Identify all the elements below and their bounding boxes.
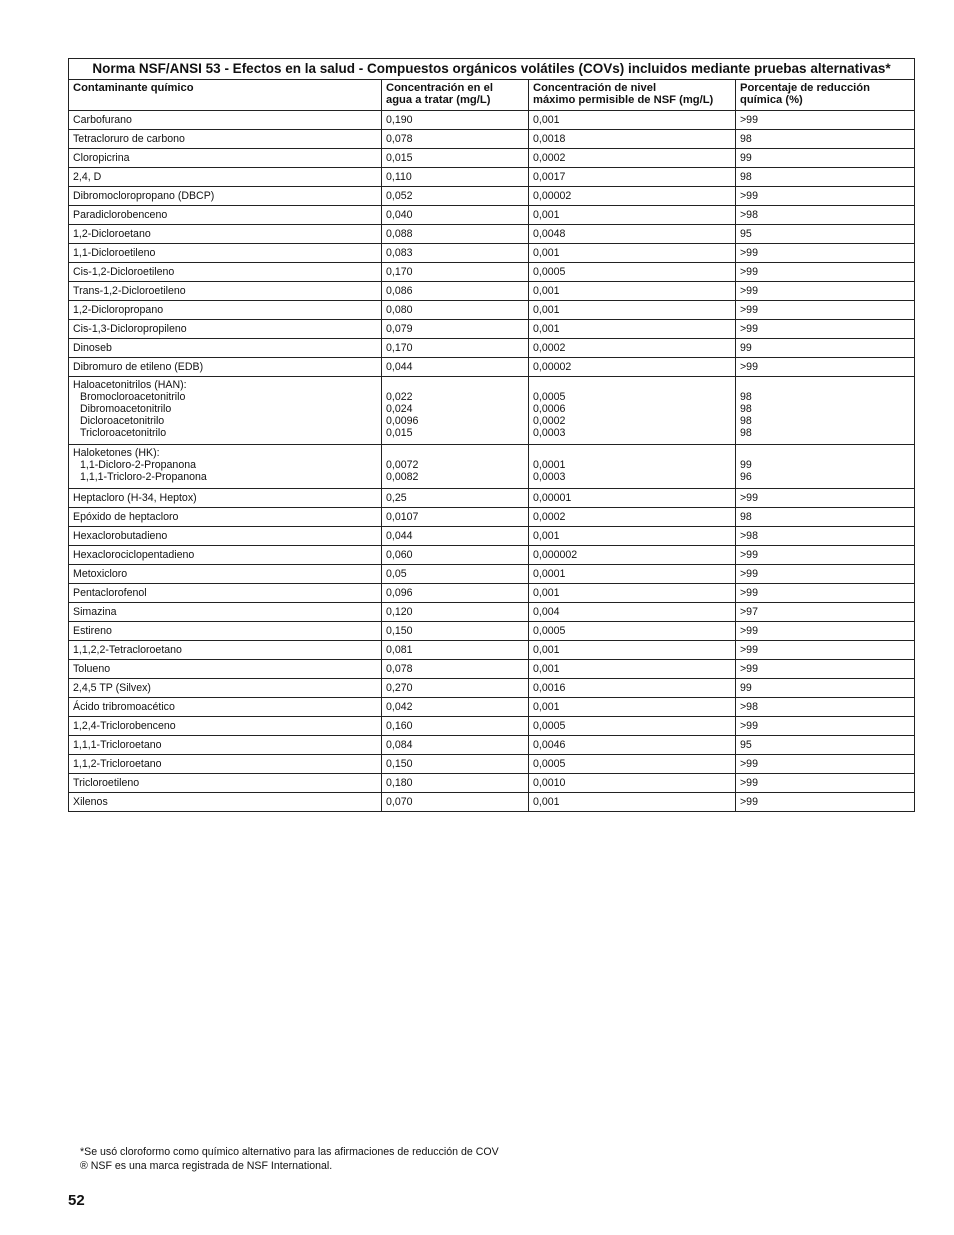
cell-contaminant: 1,1,2-Tricloroetano [69,755,382,774]
cell-max: 0,001 [529,584,736,603]
table-row [69,489,915,508]
cell-contaminant: Metoxicloro [69,565,382,584]
table-row [69,774,915,793]
cell-influent: 0,170 [382,339,529,358]
cell-reduction: >99 [736,320,915,339]
cell-contaminant: 1,1,2,2-Tetracloroetano [69,641,382,660]
cell-reduction: >99 [736,755,915,774]
cell-influent: 0,042 [382,698,529,717]
cell-influent: 0,150 [382,622,529,641]
cell-influent: 0,044 [382,527,529,546]
cell-max: 0,0005 [529,755,736,774]
spacer-line [386,379,524,391]
cell-max: 0,00002 [529,358,736,377]
cell-max: 0,001 [529,244,736,263]
sub-item-influent: 0,0082 [386,471,419,483]
cell-contaminant: Dibromocloropropano (DBCP) [69,187,382,206]
table-body [69,111,915,812]
footnotes [80,1145,499,1173]
table-row [69,660,915,679]
table-row [69,206,915,225]
cell-reduction: >99 [736,301,915,320]
spacer-line [740,379,910,391]
cell-reduction: 99 [736,339,915,358]
sub-item-influent: 0,0072 [386,459,419,471]
cell-reduction: >99 [736,774,915,793]
cell-influent: 0,05 [382,565,529,584]
cell-influent: 0,110 [382,168,529,187]
cell-max: 0,001 [529,660,736,679]
table-row [69,111,915,130]
page-number: 52 [68,1192,85,1209]
cell-contaminant: Trans-1,2-Dicloroetileno [69,282,382,301]
sub-item-reduction: 98 [740,415,752,427]
cell-max: 0,0005 [529,717,736,736]
spacer-line [386,447,524,459]
cell-contaminant: Heptacloro (H-34, Heptox) [69,489,382,508]
cell-max: 0,00001 [529,489,736,508]
table-title-row [69,59,915,80]
table-row [69,622,915,641]
cell-reduction: >99 [736,565,915,584]
cell-max: 0,0016 [529,679,736,698]
cell-contaminant [69,445,382,489]
group-heading: Haloacetonitrilos (HAN): [73,379,187,391]
cell-contaminant: Dinoseb [69,339,382,358]
table-row [69,527,915,546]
cell-max: 0,0018 [529,130,736,149]
cell-reduction [736,377,915,445]
header-influent-concentration [382,80,529,111]
header-line: máximo permisible de NSF (mg/L) [533,94,714,106]
cell-reduction: 95 [736,736,915,755]
cell-influent: 0,170 [382,263,529,282]
spacer-line [533,447,731,459]
cell-reduction: >98 [736,527,915,546]
header-contaminant [69,80,382,111]
table-row [69,187,915,206]
sub-item-max: 0,0006 [533,403,566,415]
cell-max: 0,00002 [529,187,736,206]
cell-max: 0,001 [529,641,736,660]
sub-item-reduction: 98 [740,427,752,439]
cell-contaminant: Cis-1,2-Dicloroetileno [69,263,382,282]
cell-influent: 0,160 [382,717,529,736]
table-row [69,603,915,622]
table-row [69,339,915,358]
header-line: Porcentaje de reducción [740,82,870,94]
cell-reduction: >99 [736,244,915,263]
cell-reduction: >99 [736,546,915,565]
sub-item-max: 0,0003 [533,471,566,483]
sub-item-influent: 0,024 [386,403,413,415]
header-reduction-percent [736,80,915,111]
table-row [69,679,915,698]
cell-influent [382,377,529,445]
table-row [69,698,915,717]
cell-contaminant: Carbofurano [69,111,382,130]
cell-reduction: >97 [736,603,915,622]
table-row [69,263,915,282]
cell-max [529,445,736,489]
cell-reduction: 98 [736,508,915,527]
cell-max: 0,0010 [529,774,736,793]
sub-item-name: Bromocloroacetonitrilo [80,391,186,403]
cell-influent: 0,083 [382,244,529,263]
header-max-concentration [529,80,736,111]
footnote-trademark: ® NSF es una marca registrada de NSF International. [80,1160,333,1172]
cell-influent: 0,084 [382,736,529,755]
cell-reduction: >99 [736,793,915,812]
table-row [69,130,915,149]
cell-reduction: >99 [736,717,915,736]
cell-contaminant: Epóxido de heptacloro [69,508,382,527]
sub-item-max: 0,0001 [533,459,566,471]
sub-item-name: 1,1,1-Tricloro-2-Propanona [80,471,207,483]
cell-max: 0,0002 [529,339,736,358]
cell-contaminant: 1,2-Dicloroetano [69,225,382,244]
cell-reduction: 98 [736,130,915,149]
table-row [69,641,915,660]
cell-max: 0,004 [529,603,736,622]
sub-item-influent: 0,022 [386,391,413,403]
table-row [69,377,915,445]
header-line: química (%) [740,94,803,106]
cell-influent: 0,052 [382,187,529,206]
cell-reduction [736,445,915,489]
sub-item-max: 0,0002 [533,415,566,427]
cell-contaminant: Xilenos [69,793,382,812]
cell-influent: 0,180 [382,774,529,793]
sub-item-influent: 0,0096 [386,415,419,427]
cell-contaminant: Cloropicrina [69,149,382,168]
cell-contaminant: 1,1-Dicloroetileno [69,244,382,263]
cell-contaminant: Dibromuro de etileno (EDB) [69,358,382,377]
cell-reduction: >99 [736,489,915,508]
cell-contaminant: Tolueno [69,660,382,679]
cell-max: 0,0002 [529,149,736,168]
sub-item-influent: 0,015 [386,427,413,439]
cell-contaminant: 1,2-Dicloropropano [69,301,382,320]
cell-influent: 0,070 [382,793,529,812]
sub-item-name: Dibromoacetonitrilo [80,403,172,415]
cell-influent: 0,120 [382,603,529,622]
cell-influent: 0,096 [382,584,529,603]
cell-reduction: >99 [736,641,915,660]
cell-max [529,377,736,445]
table-row [69,225,915,244]
cell-reduction: 95 [736,225,915,244]
cell-reduction: >98 [736,698,915,717]
sub-item-reduction: 98 [740,403,752,415]
table-row [69,546,915,565]
cell-contaminant: Estireno [69,622,382,641]
table-row [69,717,915,736]
cell-max: 0,001 [529,111,736,130]
cell-max: 0,001 [529,793,736,812]
table-row [69,445,915,489]
cell-reduction: >99 [736,622,915,641]
cell-reduction: 99 [736,149,915,168]
cell-max: 0,0002 [529,508,736,527]
cell-influent: 0,040 [382,206,529,225]
cell-influent: 0,081 [382,641,529,660]
cell-max: 0,0005 [529,622,736,641]
cell-influent: 0,015 [382,149,529,168]
table-row [69,301,915,320]
sub-item-name: Tricloroacetonitrilo [80,427,167,439]
table-row [69,320,915,339]
table-row [69,168,915,187]
table-row [69,793,915,812]
cell-max: 0,001 [529,206,736,225]
table-row [69,244,915,263]
cell-contaminant: 1,2,4-Triclorobenceno [69,717,382,736]
cell-reduction: >99 [736,111,915,130]
table-row [69,508,915,527]
cell-contaminant: 2,4,5 TP (Silvex) [69,679,382,698]
cell-max: 0,0048 [529,225,736,244]
cell-max: 0,001 [529,282,736,301]
table-row [69,282,915,301]
header-line: Concentración en el [386,82,493,94]
cell-influent: 0,150 [382,755,529,774]
cell-reduction: >99 [736,660,915,679]
cell-contaminant: Tricloroetileno [69,774,382,793]
table-row [69,584,915,603]
cell-reduction: >99 [736,282,915,301]
cell-influent: 0,078 [382,660,529,679]
spacer-line [533,379,731,391]
cell-influent: 0,088 [382,225,529,244]
cell-contaminant: Hexaclorociclopentadieno [69,546,382,565]
cell-contaminant: Tetracloruro de carbono [69,130,382,149]
cell-influent: 0,270 [382,679,529,698]
cell-contaminant [69,377,382,445]
cell-reduction: >99 [736,358,915,377]
table-row [69,736,915,755]
cell-max: 0,001 [529,527,736,546]
cell-reduction: 99 [736,679,915,698]
cell-influent: 0,086 [382,282,529,301]
cell-reduction: >98 [736,206,915,225]
cell-reduction: >99 [736,263,915,282]
cell-max: 0,001 [529,698,736,717]
cell-max: 0,0046 [529,736,736,755]
cell-max: 0,001 [529,301,736,320]
voc-reduction-table [68,58,915,812]
table-title: Norma NSF/ANSI 53 - Efectos en la salud - Compuestos orgánicos volátiles (COVs) incluidos mediante pruebas alternativas* [69,59,915,80]
sub-item-max: 0,0003 [533,427,566,439]
cell-influent: 0,060 [382,546,529,565]
cell-max: 0,0001 [529,565,736,584]
cell-influent [382,445,529,489]
cell-influent: 0,044 [382,358,529,377]
cell-max: 0,000002 [529,546,736,565]
cell-contaminant: Pentaclorofenol [69,584,382,603]
cell-influent: 0,0107 [382,508,529,527]
cell-contaminant: 2,4, D [69,168,382,187]
table-row [69,358,915,377]
sub-item-reduction: 99 [740,459,752,471]
header-line: agua a tratar (mg/L) [386,94,491,106]
cell-influent: 0,080 [382,301,529,320]
table-header-row [69,80,915,111]
cell-contaminant: Paradiclorobenceno [69,206,382,225]
header-line: Contaminante químico [73,82,194,94]
group-heading: Haloketones (HK): [73,447,160,459]
spacer-line [740,447,910,459]
sub-item-name: Dicloroacetonitrilo [80,415,165,427]
cell-influent: 0,25 [382,489,529,508]
cell-contaminant: 1,1,1-Tricloroetano [69,736,382,755]
cell-reduction: >99 [736,584,915,603]
table-row [69,565,915,584]
cell-max: 0,0017 [529,168,736,187]
cell-contaminant: Simazina [69,603,382,622]
sub-item-max: 0,0005 [533,391,566,403]
cell-max: 0,0005 [529,263,736,282]
cell-max: 0,001 [529,320,736,339]
cell-contaminant: Cis-1,3-Dicloropropileno [69,320,382,339]
sub-item-reduction: 96 [740,471,752,483]
cell-reduction: 98 [736,168,915,187]
cell-reduction: >99 [736,187,915,206]
table-row [69,755,915,774]
sub-item-name: 1,1-Dicloro-2-Propanona [80,459,197,471]
cell-contaminant: Hexaclorobutadieno [69,527,382,546]
header-line: Concentración de nivel [533,82,657,94]
footnote-alternative-chemical: *Se usó cloroformo como químico alternativo para las afirmaciones de reducción de COV [80,1146,499,1158]
sub-item-reduction: 98 [740,391,752,403]
cell-influent: 0,079 [382,320,529,339]
cell-contaminant: Ácido tribromoacético [69,698,382,717]
table-row [69,149,915,168]
cell-influent: 0,078 [382,130,529,149]
cell-influent: 0,190 [382,111,529,130]
